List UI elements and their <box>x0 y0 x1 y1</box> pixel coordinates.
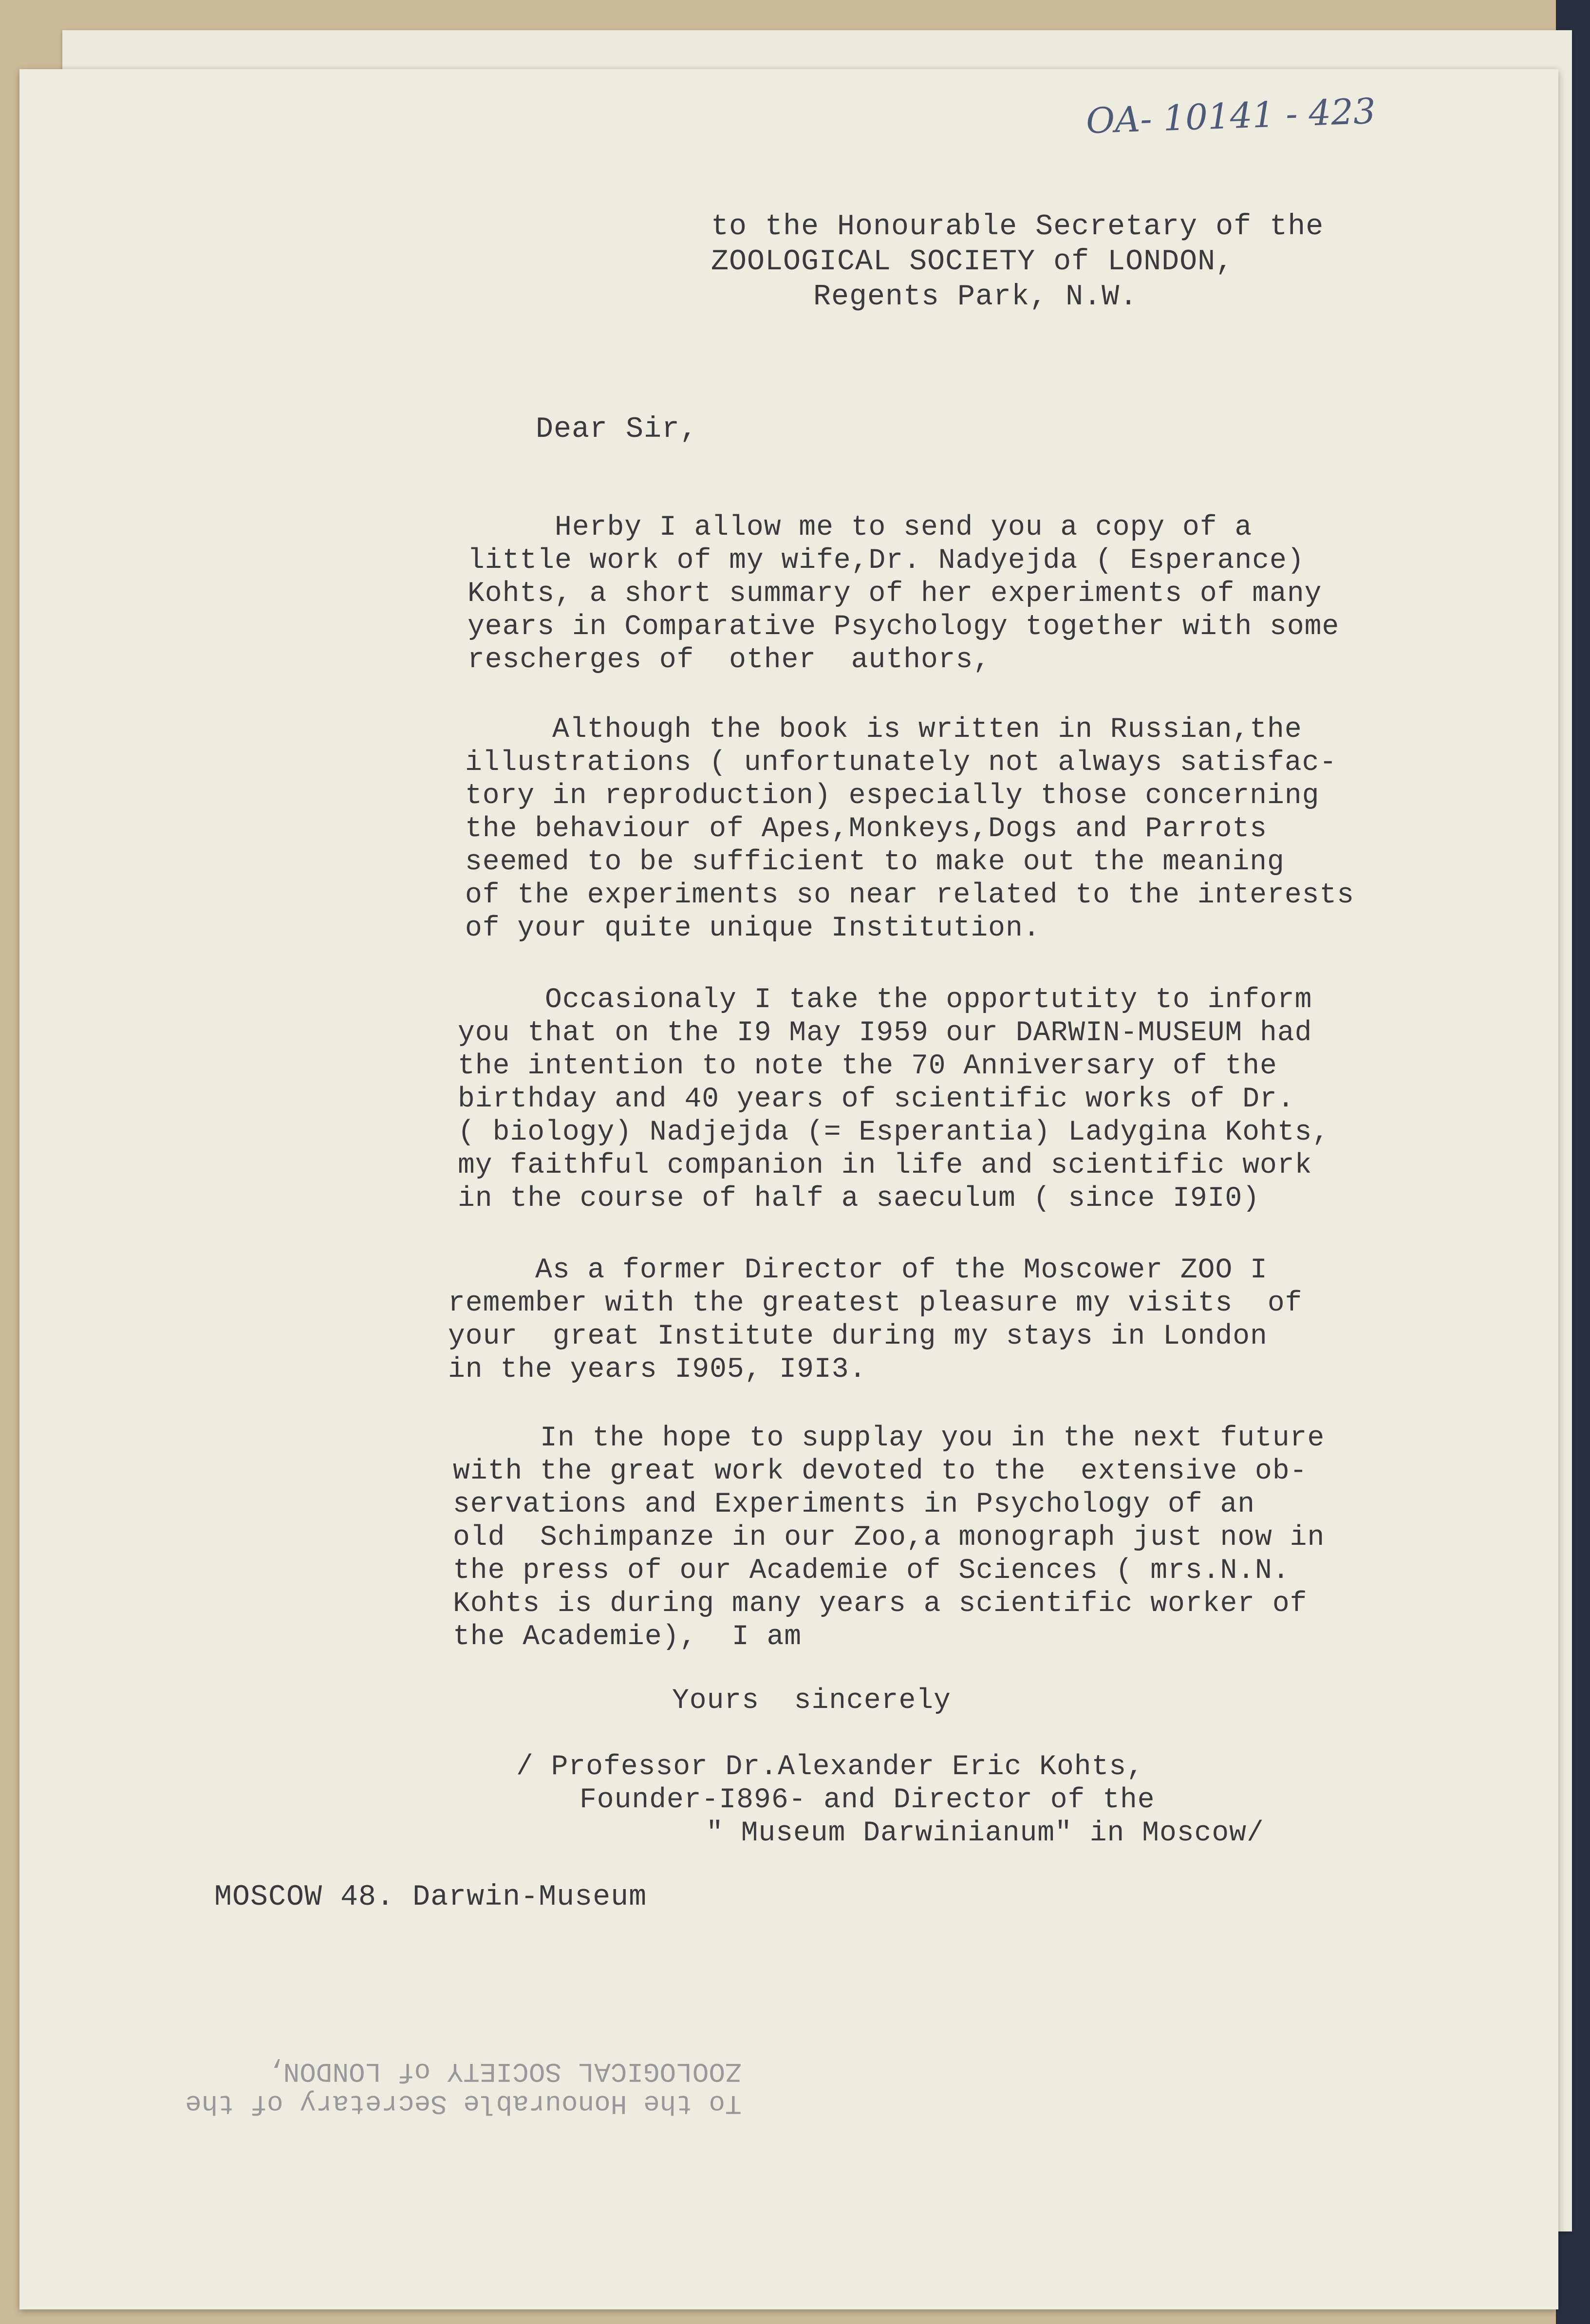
paragraph-4: As a former Director of the Moscower ZOO I remember with the greatest pleasure my visits of your great Institute during my stays in London in the years I905, I9I3. <box>448 1255 1303 1386</box>
signature-line-2: Founder-I896- and Director of the <box>580 1784 1155 1816</box>
recipient-address <box>711 209 1324 315</box>
closing: Yours sincerely <box>672 1685 951 1717</box>
sender-location: MOSCOW 48. Darwin-Museum <box>214 1881 647 1914</box>
address-line-2: ZOOLOGICAL SOCIETY of LONDON, <box>711 245 1234 279</box>
signature-line-3: " Museum Darwinianum" in Moscow/ <box>706 1818 1264 1849</box>
paragraph-3: Occasionaly I take the opportutity to inform you that on the I9 May I959 our DARWIN-MUSEUM had the intention to note the 70 Anniversary of the birthday and 40 years of scientific works of Dr. ( biology) Nadjejda (= Esperantia) Ladygina Kohts, my faithful companion in life and scientific work in the course of half a saeculum ( since I9I0) <box>458 984 1330 1215</box>
salutation: Dear Sir, <box>536 413 698 446</box>
signature-line-1: / Professor Dr.Alexander Eric Kohts, <box>516 1751 1144 1783</box>
mirrored-line-2: ZOOLOGICAL SOCIETY of LONDON, <box>267 2056 742 2087</box>
paragraph-5: In the hope to supplay you in the next future with the great work devoted to the extensive ob- servations and Experiments in Psychology of an old Schimpanze in our Zoo,a monograph just now in the press of our Academie of Sciences ( mrs.N.N. Kohts is during many years a scientific worker of the Academie), I am <box>453 1423 1325 1653</box>
address-line-3: Regents Park, N.W. <box>813 281 1138 314</box>
paragraph-1: Herby I allow me to send you a copy of a little work of my wife,Dr. Nadyejda ( Esperance) Kohts, a short summary of her experiments of many years in Comparative Psychology together with some rescherges of other authors, <box>468 512 1340 676</box>
signature-block <box>516 1751 1264 1850</box>
archive-reference-mark: OA- 10141 - 423 <box>1085 90 1377 142</box>
mirrored-line-1: To the Honourable Secretary of the <box>185 2088 742 2119</box>
paragraph-2: Although the book is written in Russian,the illustrations ( unfortunately not always satisfac- tory in reproduction) especially those concerning the behaviour of Apes,Monkeys,Dogs and Parrots seemed to be sufficient to make out the meaning of the experiments so near related to the interests of your quite unique Institution. <box>465 714 1355 944</box>
address-line-1: to the Honourable Secretary of the <box>711 210 1324 244</box>
mirrored-offset-text <box>185 2055 742 2119</box>
